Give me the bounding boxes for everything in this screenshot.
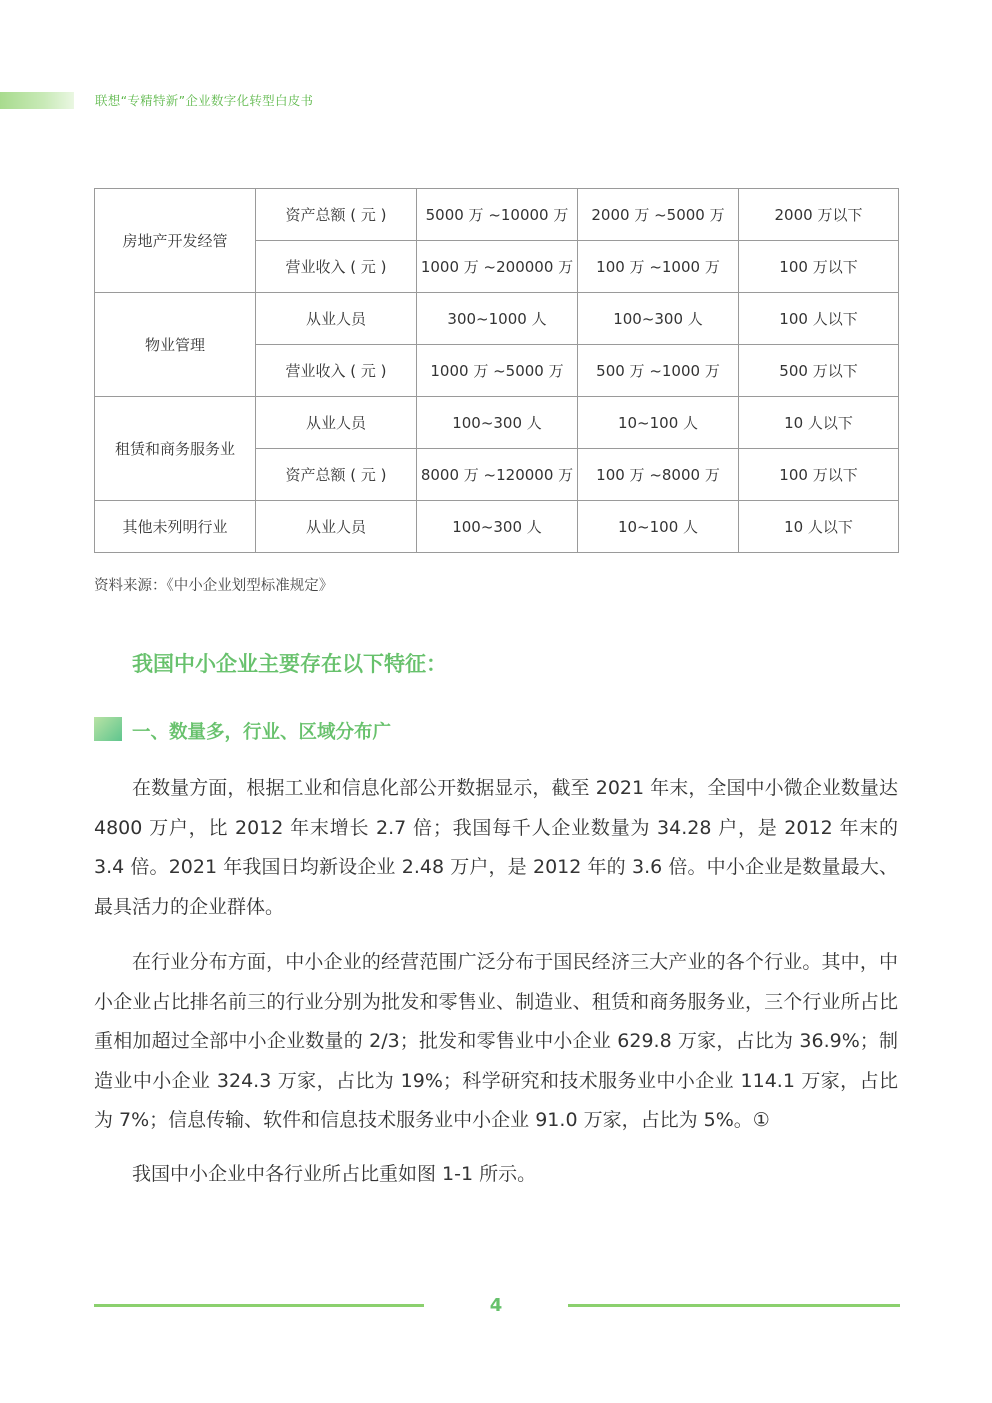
small-cell: 10~100 人 [578,501,739,553]
small-cell: 10~100 人 [578,397,739,449]
medium-cell: 8000 万 ~120000 万 [417,449,578,501]
micro-cell: 2000 万以下 [739,189,899,241]
small-cell: 500 万 ~1000 万 [578,345,739,397]
table-row [95,501,899,553]
metric-cell: 资产总额 ( 元 ) [256,189,417,241]
metric-cell: 从业人员 [256,397,417,449]
micro-cell: 10 人以下 [739,501,899,553]
micro-cell: 100 万以下 [739,449,899,501]
table-row [95,293,899,345]
table-source-note: 资料来源：《中小企业划型标准规定》 [94,578,334,594]
industry-cell: 房地产开发经管 [95,189,256,293]
medium-cell: 1000 万 ~5000 万 [417,345,578,397]
small-cell: 2000 万 ~5000 万 [578,189,739,241]
micro-cell: 500 万以下 [739,345,899,397]
metric-cell: 营业收入 ( 元 ) [256,345,417,397]
subsection-marker-icon [94,717,122,741]
metric-cell: 资产总额 ( 元 ) [256,449,417,501]
table-row [95,397,899,449]
micro-cell: 100 万以下 [739,241,899,293]
medium-cell: 5000 万 ~10000 万 [417,189,578,241]
small-cell: 100 万 ~8000 万 [578,449,739,501]
medium-cell: 300~1000 人 [417,293,578,345]
metric-cell: 从业人员 [256,501,417,553]
section-title: 我国中小企业主要存在以下特征： [132,652,447,676]
metric-cell: 营业收入 ( 元 ) [256,241,417,293]
page-number: 4 [489,1295,503,1316]
small-cell: 100 万 ~1000 万 [578,241,739,293]
header-accent-bar [0,92,74,109]
classification-table [94,188,899,553]
industry-cell: 其他未列明行业 [95,501,256,553]
medium-cell: 100~300 人 [417,397,578,449]
industry-cell: 租赁和商务服务业 [95,397,256,501]
industry-cell: 物业管理 [95,293,256,397]
metric-cell: 从业人员 [256,293,417,345]
body-paragraph: 在数量方面，根据工业和信息化部公开数据显示，截至 2021 年末，全国中小微企业数量达 4800 万户，比 2012 年末增长 2.7 倍；我国每千人企业数量为 34.28 户，是 2012 年末的 3.4 倍。2021 年我国日均新设企业 2.48 万户，是 2012 年的 3.6 倍。中小企业是数量最大、最具活力的企业群体。 [94,777,898,918]
subsection-title: 一、数量多，行业、区域分布广 [132,722,392,743]
micro-cell: 100 人以下 [739,293,899,345]
body-paragraph: 在行业分布方面，中小企业的经营范围广泛分布于国民经济三大产业的各个行业。其中，中小企业占比排名前三的行业分别为批发和零售业、制造业、租赁和商务服务业，三个行业所占比重相加超过全部中小企业数量的 2/3；批发和零售业中小企业 629.8 万家，占比为 36.9%；制造业中小企业 324.3 万家，占比为 19%；科学研究和技术服务业中小企业 114.1 万家，占比为 7%；信息传输、软件和信息技术服务业中小企业 91.0 万家，占比为 5%。① [94,951,898,1131]
footer-divider-right [568,1304,900,1307]
micro-cell: 10 人以下 [739,397,899,449]
footer-divider-left [94,1304,424,1307]
small-cell: 100~300 人 [578,293,739,345]
table-row [95,189,899,241]
body-paragraph: 我国中小企业中各行业所占比重如图 1-1 所示。 [132,1163,537,1185]
medium-cell: 100~300 人 [417,501,578,553]
medium-cell: 1000 万 ~200000 万 [417,241,578,293]
header-title: 联想“专精特新”企业数字化转型白皮书 [95,93,314,108]
